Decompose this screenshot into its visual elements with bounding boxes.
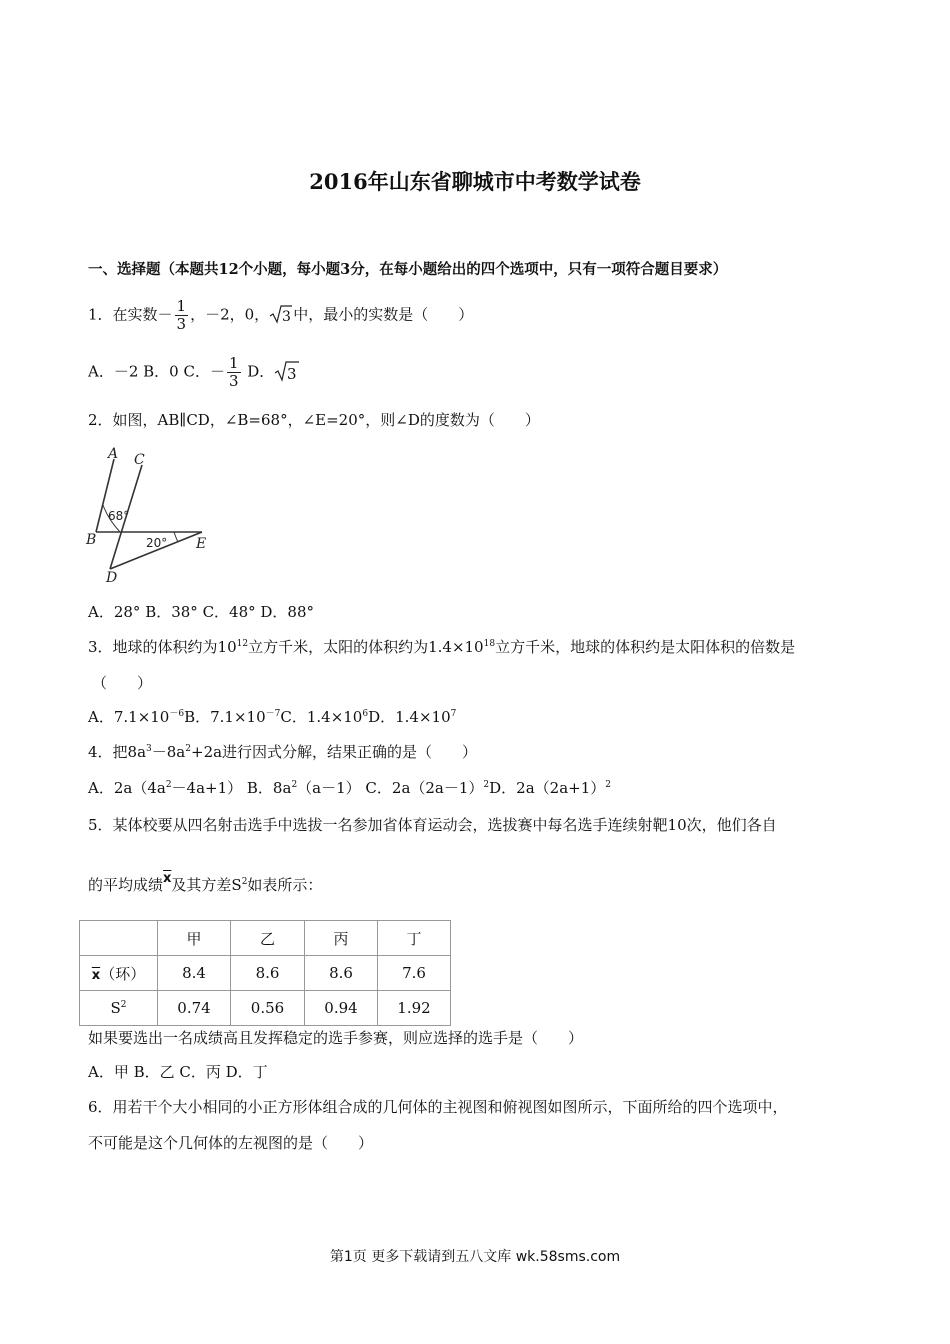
question-4-options xyxy=(88,777,611,798)
label-a: A xyxy=(108,446,119,462)
q3-text: 立方千米，太阳的体积约为1.4×10 xyxy=(248,638,484,656)
table-row xyxy=(80,991,451,1026)
option-c: （a－1） C．2a（2a－1） xyxy=(297,779,484,797)
question-3 xyxy=(88,636,795,657)
table-header-cell: 丁 xyxy=(378,921,451,956)
mean-symbol: $\overline{x}$ xyxy=(91,967,101,983)
table-cell: 0.94 xyxy=(305,991,378,1026)
question-2-options: A．28° B．38° C．48° D．88° xyxy=(88,603,315,621)
option-d: D．2a（2a+1） xyxy=(489,779,606,797)
fraction-denominator: 3 xyxy=(228,372,239,390)
fraction-numerator: 1 xyxy=(176,297,187,315)
table-cell: 8.4 xyxy=(158,956,231,991)
exponent: －6 xyxy=(169,709,185,719)
q5-text: 的平均成绩 xyxy=(88,876,164,894)
section-heading: 一、选择题（本题共12个小题，每小题3分，在每小题给出的四个选项中，只有一项符合题目要求） xyxy=(88,261,728,278)
question-5: 5．某体校要从四名射击选手中选拔一名参加省体育运动会，选拔赛中每名选手连续射靶10次，他们各自 xyxy=(88,816,777,834)
exponent: －7 xyxy=(265,709,281,719)
svg-text:3: 3 xyxy=(282,308,292,324)
option-b: B．7.1×10 xyxy=(184,708,266,726)
table-cell xyxy=(80,921,158,956)
svg-text:3: 3 xyxy=(287,364,297,382)
exponent: 2 xyxy=(120,1000,127,1010)
q1-options-d: D． xyxy=(242,362,275,381)
question-3-options xyxy=(88,706,456,727)
q1-suffix: 中，最小的实数是（ ） xyxy=(293,305,474,324)
label-b: B xyxy=(86,532,97,548)
angle-e-label: 20° xyxy=(146,536,168,550)
q5-text: 及其方差S xyxy=(171,876,242,894)
stats-table xyxy=(79,920,451,1026)
variance-symbol: S xyxy=(110,999,121,1017)
q1-prefix: 1．在实数－ xyxy=(88,305,173,324)
label-d: D xyxy=(106,570,118,583)
q1-mid: ，－2，0， xyxy=(190,305,270,324)
row-label-mean xyxy=(80,956,158,991)
exponent: 2 xyxy=(241,877,248,887)
fraction-one-third xyxy=(227,355,241,390)
option-c: C．1.4×10 xyxy=(280,708,363,726)
option-a: A．7.1×10 xyxy=(88,708,170,726)
label-c: C xyxy=(134,452,145,468)
q4-text: 4．把8a xyxy=(88,743,147,761)
exponent: 12 xyxy=(236,639,249,649)
table-cell: 8.6 xyxy=(305,956,378,991)
exponent: 2 xyxy=(185,744,191,754)
option-a: A．2a（4a xyxy=(88,779,166,797)
table-header-row xyxy=(80,921,451,956)
fraction-one-third xyxy=(175,298,189,333)
q5-text: 如表所示： xyxy=(247,876,323,894)
question-1 xyxy=(88,298,473,333)
q1-options-a: A．－2 B．0 C．－ xyxy=(88,362,225,381)
row-label-variance xyxy=(80,991,158,1026)
question-5-line2 xyxy=(88,871,323,895)
question-5-after: 如果要选出一名成绩高且发挥稳定的选手参赛，则应选择的选手是（ ） xyxy=(88,1029,584,1047)
option-b: －4a+1） B．8a xyxy=(171,779,292,797)
option-d: D．1.4×10 xyxy=(368,708,451,726)
exponent: 2 xyxy=(483,780,490,790)
angle-b-label: 68° xyxy=(108,509,130,523)
table-cell: 1.92 xyxy=(378,991,451,1026)
table-cell: 8.6 xyxy=(231,956,305,991)
table-row xyxy=(80,956,451,991)
table-cell: 7.6 xyxy=(378,956,451,991)
sqrt-symbol xyxy=(274,360,300,386)
question-3-paren: （ ） xyxy=(92,674,153,692)
question-5-options: A．甲 B．乙 C．丙 D．丁 xyxy=(88,1063,268,1081)
question-2: 2．如图，AB∥CD，∠B=68°，∠E=20°，则∠D的度数为（ ） xyxy=(88,411,540,429)
page-title: 2016年山东省聊城市中考数学试卷 xyxy=(309,169,641,194)
sqrt-symbol xyxy=(269,304,293,328)
mean-symbol: $\overline{x}$ xyxy=(163,871,172,886)
table-header-cell: 丙 xyxy=(305,921,378,956)
label-e: E xyxy=(196,536,207,552)
exponent: 7 xyxy=(450,709,457,719)
table-header-cell: 乙 xyxy=(231,921,305,956)
table-cell: 0.56 xyxy=(231,991,305,1026)
exponent: 2 xyxy=(605,780,612,790)
q3-text: 立方千米，地球的体积约是太阳体积的倍数是 xyxy=(495,638,796,656)
question-6: 6．用若干个大小相同的小正方形体组合成的几何体的主视图和俯视图如图所示，下面所给的四个选项中， xyxy=(88,1098,788,1116)
page-footer: 第1页 更多下载请到五八文库 wk.58sms.com xyxy=(329,1249,621,1265)
unit-label: （环） xyxy=(100,964,146,983)
fraction-denominator: 3 xyxy=(176,315,187,333)
exponent: 18 xyxy=(483,639,496,649)
question-1-options xyxy=(88,355,300,390)
fraction-numerator: 1 xyxy=(228,354,239,372)
exponent: 2 xyxy=(165,780,172,790)
q4-text: －8a xyxy=(151,743,186,761)
exponent: 2 xyxy=(291,780,298,790)
exponent: 6 xyxy=(362,709,369,719)
q3-text: 3．地球的体积约为10 xyxy=(88,638,237,656)
table-header-cell: 甲 xyxy=(158,921,231,956)
exponent: 3 xyxy=(146,744,152,754)
geometry-figure xyxy=(84,443,214,583)
question-4 xyxy=(88,741,477,762)
table-cell: 0.74 xyxy=(158,991,231,1026)
q4-text: +2a进行因式分解，结果正确的是（ ） xyxy=(191,743,478,761)
question-6-line2: 不可能是这个几何体的左视图的是（ ） xyxy=(88,1134,374,1152)
